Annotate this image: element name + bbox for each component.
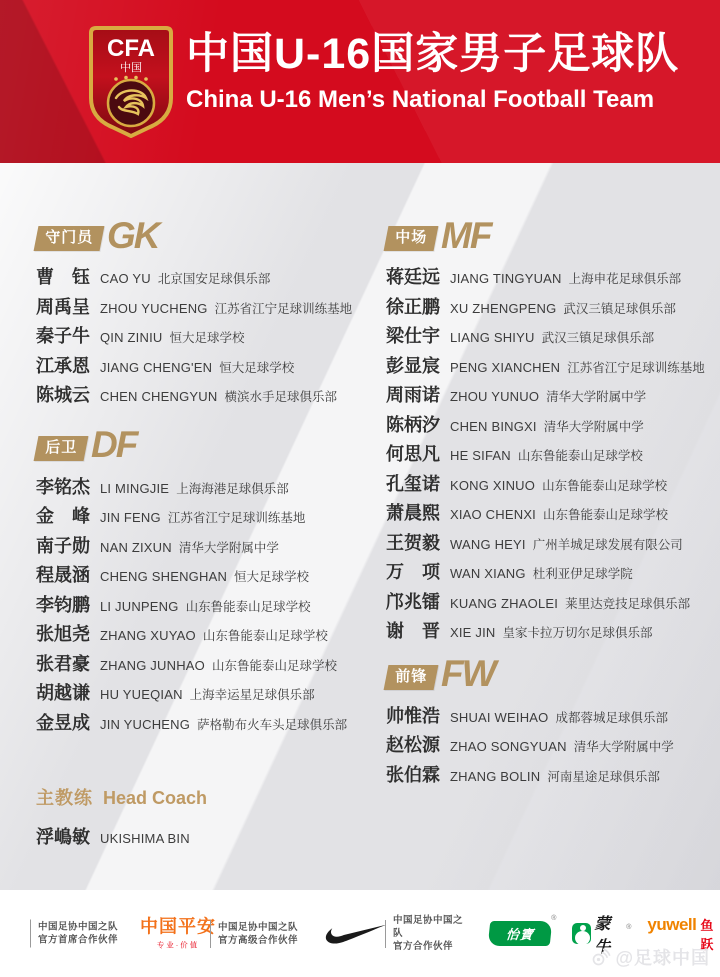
head-coach-block [36, 784, 371, 853]
player-row [386, 761, 720, 791]
player-name-cn: 孔玺诺 [386, 473, 440, 494]
player-row [36, 650, 371, 680]
player-club: 山东鲁能泰山足球学校 [543, 508, 669, 522]
partner-label [210, 920, 298, 948]
yibao-reg-mark: ® [551, 915, 557, 922]
player-name-pinyin: CHENG SHENGHAN [100, 569, 228, 584]
nike-swoosh-icon [324, 922, 388, 946]
yibao-name: 怡寶 [505, 927, 535, 942]
player-club: 清华大学附属中学 [543, 419, 644, 434]
yuwell-name-en: yuwell [647, 914, 697, 934]
player-name-pinyin: JIN YUCHENG [100, 716, 191, 732]
partner-line1: 中国足协中国之队 [393, 915, 464, 939]
player-name-pinyin: NAN ZIXUN [100, 539, 172, 555]
pingan-logo [140, 917, 216, 950]
player-name-cn: 江承恩 [36, 355, 90, 376]
player-name-cn: 曹 钰 [36, 267, 90, 287]
player-name-pinyin: XIAO CHENXI [450, 507, 536, 522]
player-name-cn: 萧晨熙 [386, 503, 440, 523]
section-header-fw [386, 653, 720, 695]
player-name-cn: 金 峰 [36, 506, 90, 526]
player-name-pinyin: PENG XIANCHEN [450, 359, 561, 375]
player-name-cn: 秦子牛 [36, 326, 90, 346]
player-club: 江苏省江宁足球训练基地 [567, 360, 705, 375]
player-name-pinyin: QIN ZINIU [100, 330, 163, 345]
player-club: 恒大足球学校 [219, 360, 295, 375]
player-name-pinyin: CHEN CHENGYUN [100, 389, 218, 404]
section-header-df [36, 424, 371, 466]
player-name-cn: 陈柄汐 [386, 414, 440, 435]
coach-name-cn: 浮嶋敏 [36, 827, 90, 847]
partner-label [385, 915, 469, 952]
poster-title-en: China U-16 Men’s National Football Team [186, 86, 655, 114]
player-name-cn: 彭显宸 [386, 355, 440, 376]
player-row [36, 352, 371, 382]
section-header-gk [36, 214, 371, 256]
player-club: 山东鲁能泰山足球学校 [211, 658, 337, 673]
player-row [36, 293, 371, 323]
partner-line2: 官方高级合作伙伴 [218, 934, 299, 946]
player-name-pinyin: CHEN BINGXI [450, 418, 537, 434]
coach-label-en: Head Coach [103, 788, 208, 808]
player-name-cn: 程晟涵 [36, 565, 90, 585]
player-club: 皇家卡拉万切尔足球俱乐部 [502, 626, 653, 640]
section-label-cn: 守门员 [45, 229, 94, 246]
player-name-pinyin: ZHAO SONGYUAN [450, 739, 567, 754]
player-row [36, 473, 371, 503]
player-name-cn: 蒋廷远 [386, 267, 440, 287]
player-row [386, 263, 720, 293]
section-badge-df [34, 436, 89, 461]
left-column [36, 214, 371, 853]
coach-name-pinyin: UKISHIMA BIN [100, 831, 190, 846]
partner-line2: 官方首席合作伙伴 [38, 934, 119, 946]
player-name-cn: 陈城云 [36, 385, 90, 405]
right-column [386, 214, 720, 790]
player-club: 江苏省江宁足球训练基地 [214, 301, 353, 316]
section-letters-fw: FW [441, 653, 495, 695]
partner-group-chief [30, 917, 216, 950]
player-name-cn: 何思凡 [386, 444, 440, 464]
section-label-cn: 前锋 [395, 667, 428, 685]
player-name-cn: 胡越谦 [36, 683, 90, 703]
player-name-cn: 张伯霖 [386, 764, 440, 785]
player-name-cn: 周禹呈 [36, 296, 90, 317]
player-name-cn: 周雨诺 [386, 385, 440, 405]
player-club: 成都蓉城足球俱乐部 [555, 710, 668, 725]
player-row [36, 502, 371, 532]
player-name-pinyin: KONG XINUO [450, 477, 536, 493]
player-club: 山东鲁能泰山足球学校 [202, 629, 328, 643]
player-name-pinyin: WAN XIANG [450, 566, 526, 581]
header-titles [186, 30, 696, 114]
player-name-cn: 南子勋 [36, 535, 90, 556]
player-club: 恒大足球学校 [234, 570, 310, 584]
player-name-cn: 谢 晋 [386, 621, 440, 641]
player-club: 上海申花足球俱乐部 [568, 272, 682, 286]
player-name-pinyin: LI JUNPENG [100, 598, 179, 614]
section-forwards [386, 653, 720, 791]
player-club: 山东鲁能泰山足球学校 [185, 599, 311, 614]
player-name-pinyin: JIN FENG [100, 510, 161, 525]
section-header-mf [386, 214, 720, 256]
mengniu-reg-mark: ® [626, 924, 632, 931]
player-name-pinyin: JIANG TINGYUAN [450, 271, 562, 286]
section-letters-df: DF [91, 424, 137, 466]
partner-label [30, 920, 118, 948]
player-name-cn: 帅惟浩 [386, 705, 440, 726]
player-club: 清华大学附属中学 [573, 740, 674, 754]
weibo-eye-icon [591, 947, 611, 967]
yibao-logo [489, 915, 557, 946]
player-row [36, 679, 371, 709]
player-name-cn: 李铭杰 [36, 476, 90, 497]
player-name-pinyin: XIE JIN [450, 625, 496, 640]
crest-cn-text: 中国 [120, 61, 142, 74]
crest-cfa-text: CFA [107, 35, 155, 62]
player-row [36, 709, 371, 739]
player-row [36, 591, 371, 621]
player-name-cn: 万 项 [386, 562, 440, 582]
player-name-cn: 徐正鹏 [386, 296, 440, 317]
player-row [386, 352, 720, 382]
player-club: 上海幸运星足球俱乐部 [189, 688, 315, 702]
player-row [386, 440, 720, 470]
player-club: 河南星途足球俱乐部 [547, 769, 660, 784]
section-letters-gk: GK [107, 214, 159, 256]
player-club: 江苏省江宁足球训练基地 [167, 511, 306, 525]
player-name-cn: 金昱成 [36, 712, 90, 733]
player-row [386, 588, 720, 618]
player-name-pinyin: HE SIFAN [450, 448, 511, 463]
player-row [36, 532, 371, 562]
player-club: 山东鲁能泰山足球学校 [517, 449, 643, 463]
mengniu-name: 蒙牛 [594, 915, 611, 956]
player-club: 武汉三镇足球俱乐部 [563, 301, 676, 316]
player-row [36, 620, 371, 650]
coach-row [36, 823, 371, 853]
player-row [386, 731, 720, 761]
player-club: 清华大学附属中学 [178, 540, 279, 555]
partner-group-senior [210, 920, 388, 948]
player-club: 杜利亚伊足球学院 [532, 567, 633, 581]
player-club: 萨格勒布火车头足球俱乐部 [197, 717, 348, 732]
player-name-cn: 张君豪 [36, 653, 90, 674]
partner-line1: 中国足协中国之队 [38, 921, 119, 933]
player-name-pinyin: LI MINGJIE [100, 480, 170, 496]
player-list-gk [36, 263, 371, 411]
player-name-pinyin: ZHOU YUNUO [450, 389, 540, 404]
player-name-pinyin: LIANG SHIYU [450, 330, 535, 345]
player-name-pinyin: ZHANG XUYAO [100, 628, 196, 643]
player-club: 莱里达竞技足球俱乐部 [565, 596, 691, 611]
player-club: 横滨水手足球俱乐部 [224, 390, 337, 404]
player-name-pinyin: WANG HEYI [450, 536, 526, 552]
player-row [386, 617, 720, 647]
player-name-pinyin: HU YUEQIAN [100, 687, 183, 702]
player-row [386, 470, 720, 500]
player-name-cn: 李钧鹏 [36, 594, 90, 615]
pingan-tagline: 专业·价值 [156, 940, 200, 949]
cfa-crest-logo [88, 26, 174, 138]
player-name-pinyin: SHUAI WEIHAO [450, 709, 549, 725]
player-club: 武汉三镇足球俱乐部 [541, 331, 655, 345]
player-row [386, 293, 720, 323]
mengniu-icon [572, 923, 591, 944]
player-row [36, 322, 371, 352]
yuwell-name-cn: 鱼跃 [700, 917, 714, 952]
player-name-cn: 张旭尧 [36, 624, 90, 644]
player-club: 山东鲁能泰山足球学校 [542, 478, 668, 493]
section-badge-gk [34, 226, 105, 251]
player-name-pinyin: KUANG ZHAOLEI [450, 595, 559, 611]
player-row [386, 702, 720, 732]
player-list-df [36, 473, 371, 739]
player-name-pinyin: ZHANG JUNHAO [100, 657, 205, 673]
watermark-text: @足球中国 [615, 948, 710, 968]
player-name-cn: 梁仕宇 [386, 326, 440, 346]
player-name-pinyin: JIANG CHENG'EN [100, 359, 213, 375]
player-row [36, 263, 371, 293]
player-club: 清华大学附属中学 [546, 390, 647, 404]
player-club: 恒大足球学校 [169, 331, 245, 345]
player-row [36, 381, 371, 411]
section-midfielders [386, 214, 720, 647]
player-list-mf [386, 263, 720, 647]
partner-line2: 官方合作伙伴 [393, 941, 454, 952]
player-club: 广州羊城足球发展有限公司 [532, 537, 683, 552]
section-label-cn: 后卫 [45, 438, 78, 456]
section-defenders [36, 424, 371, 739]
player-club: 上海海港足球俱乐部 [176, 481, 289, 496]
player-name-cn: 赵松源 [386, 735, 440, 755]
player-row [386, 558, 720, 588]
section-badge-mf [384, 226, 439, 251]
poster-title-cn: 中国U-16国家男子足球队 [186, 30, 680, 78]
player-row [386, 322, 720, 352]
weibo-watermark [591, 944, 710, 970]
player-name-pinyin: CAO YU [100, 271, 151, 286]
section-badge-fw [384, 665, 439, 690]
player-row [386, 499, 720, 529]
section-letters-mf: MF [441, 214, 491, 256]
partner-line1: 中国足协中国之队 [218, 921, 299, 933]
pingan-name: 中国平安 [140, 916, 217, 936]
section-label-cn: 中场 [395, 229, 428, 246]
player-row [386, 411, 720, 441]
player-club: 北京国安足球俱乐部 [157, 272, 271, 286]
coach-heading [36, 784, 371, 810]
player-row [386, 529, 720, 559]
player-name-pinyin: ZHOU YUCHENG [100, 300, 208, 316]
player-row [386, 381, 720, 411]
player-name-cn: 邝兆镭 [386, 591, 440, 612]
player-row [36, 561, 371, 591]
header-band [0, 0, 720, 163]
player-name-pinyin: XU ZHENGPENG [450, 300, 557, 316]
player-name-cn: 王贺毅 [386, 532, 440, 553]
player-list-fw [386, 702, 720, 791]
player-name-pinyin: ZHANG BOLIN [450, 768, 541, 784]
coach-label-cn: 主教练 [36, 788, 93, 808]
section-goalkeepers [36, 214, 371, 411]
sponsor-footer [0, 890, 720, 977]
